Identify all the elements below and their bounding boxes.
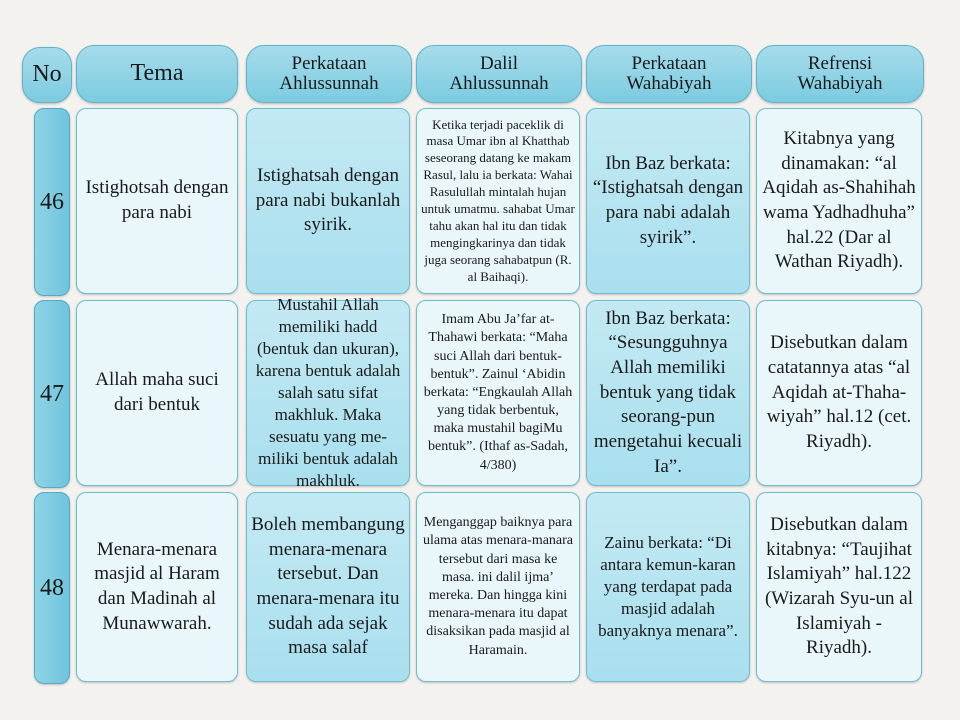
- header-tema-label: Tema: [130, 60, 184, 87]
- row-number-48: [34, 492, 70, 684]
- header-no: [22, 47, 72, 103]
- row-number-label: 48: [40, 574, 64, 601]
- header-dalil-ahlussunnah-label: Dalil Ahlussunnah: [449, 53, 549, 94]
- row-48-perkataan-ahlussunnah: [246, 492, 410, 682]
- row-46-dalil-ahlussunnah: [416, 108, 580, 294]
- row-48-perkataan-wahabiyah: [586, 492, 750, 682]
- perkataan-ahlussunnah-text: Mustahil Allah memiliki hadd (bentuk dan ukuran), karena bentuk adalah salah satu sifat makhluk. Maka sesuatu yang me-miliki bentuk adalah makhluk.: [255, 294, 401, 491]
- row-46-tema: [76, 108, 238, 294]
- row-46-refrensi-wahabiyah: [756, 108, 922, 294]
- dalil-ahlussunnah-text: Imam Abu Ja’far at-Thahawi berkata: “Maha suci Allah dari bentuk-bentuk”. Zainul ‘Abidin berkata: “Engkaulah Allah yang tidak berbentuk, maka mustahil bagiMu bentuk”. (Ithaf as-Sadah, 4/380): [423, 312, 573, 473]
- row-number-label: 47: [40, 380, 64, 407]
- header-perkataan-ahlussunnah-label: Perkataan Ahlussunnah: [279, 53, 379, 94]
- row-46-perkataan-ahlussunnah: [246, 108, 410, 294]
- header-perkataan-ahlussunnah: [246, 45, 412, 103]
- perkataan-ahlussunnah-text: Istighatsah dengan para nabi bukanlah syirik.: [255, 164, 401, 236]
- row-47-perkataan-ahlussunnah: [246, 294, 410, 491]
- perkataan-wahabiyah-text: Zainu berkata: “Di antara kemun-karan yang terdapat pada masjid adalah banyaknya menara”.: [598, 532, 738, 641]
- perkataan-ahlussunnah-text: Boleh membangung menara-menara tersebut. Dan menara-menara itu sudah ada sejak masa salaf: [251, 513, 405, 659]
- row-47-perkataan-wahabiyah: [586, 300, 750, 486]
- header-tema: [76, 45, 238, 103]
- tema-text: Menara-menara masjid al Haram dan Madinah al Munawwarah.: [94, 538, 220, 634]
- header-refrensi-wahabiyah-label: Refrensi Wahabiyah: [797, 53, 883, 94]
- refrensi-wahabiyah-text: Disebutkan dalam kitabnya: “Taujihat Islamiyah” hal.122 (Wizarah Syu-un al Islamiyah - Riyadh).: [764, 513, 913, 659]
- header-dalil-ahlussunnah: [416, 45, 582, 103]
- row-47-dalil-ahlussunnah: [416, 300, 580, 486]
- row-number-47: [34, 300, 70, 488]
- header-perkataan-wahabiyah-label: Perkataan Wahabiyah: [626, 53, 712, 94]
- dalil-ahlussunnah-text: Ketika terjadi paceklik di masa Umar ibn al Khatthab seseorang datang ke makam Rasul, lalu ia berkata: Wahai Rasulullah mintalah hujan untuk umatmu. sahabat Umar tahu akan hal itu dan tidak mengingkarinya dan tidak juga seorang sahabatpun (R. al Baihaqi).: [421, 116, 575, 284]
- row-47-tema: [76, 300, 238, 486]
- row-number-label: 46: [40, 188, 64, 215]
- header-no-label: No: [32, 61, 62, 88]
- row-48-dalil-ahlussunnah: [416, 492, 580, 682]
- row-number-46: [34, 108, 70, 296]
- header-perkataan-wahabiyah: [586, 45, 752, 103]
- dalil-ahlussunnah-text: Menganggap baiknya para ulama atas menara-manara tersebut dari masa ke masa. ini dalil ijma’ mereka. Dan hingga kini menara-menara itu dapat disaksikan pada masjid al Haramain.: [422, 515, 574, 658]
- row-48-refrensi-wahabiyah: [756, 492, 922, 682]
- row-46-perkataan-wahabiyah: [586, 108, 750, 294]
- row-48-tema: [76, 492, 238, 682]
- perkataan-wahabiyah-text: Ibn Baz berkata: “Istighatsah dengan para nabi adalah syirik”.: [592, 152, 744, 248]
- tema-text: Istighotsah dengan para nabi: [85, 177, 229, 223]
- refrensi-wahabiyah-text: Disebutkan dalam catatannya atas “al Aqidah at-Thaha-wiyah” hal.12 (cet. Riyadh).: [766, 332, 912, 453]
- header-refrensi-wahabiyah: [756, 45, 924, 103]
- perkataan-wahabiyah-text: Ibn Baz berkata: “Sesungguhnya Allah memiliki bentuk yang tidak seorang-pun mengetahui kecuali Ia”.: [593, 307, 743, 477]
- tema-text: Allah maha suci dari bentuk: [95, 369, 219, 415]
- refrensi-wahabiyah-text: Kitabnya yang dinamakan: “al Aqidah as-Shahihah wama Yadhadhuha” hal.22 (Dar al Wathan Riyadh).: [762, 127, 916, 273]
- row-47-refrensi-wahabiyah: [756, 300, 922, 486]
